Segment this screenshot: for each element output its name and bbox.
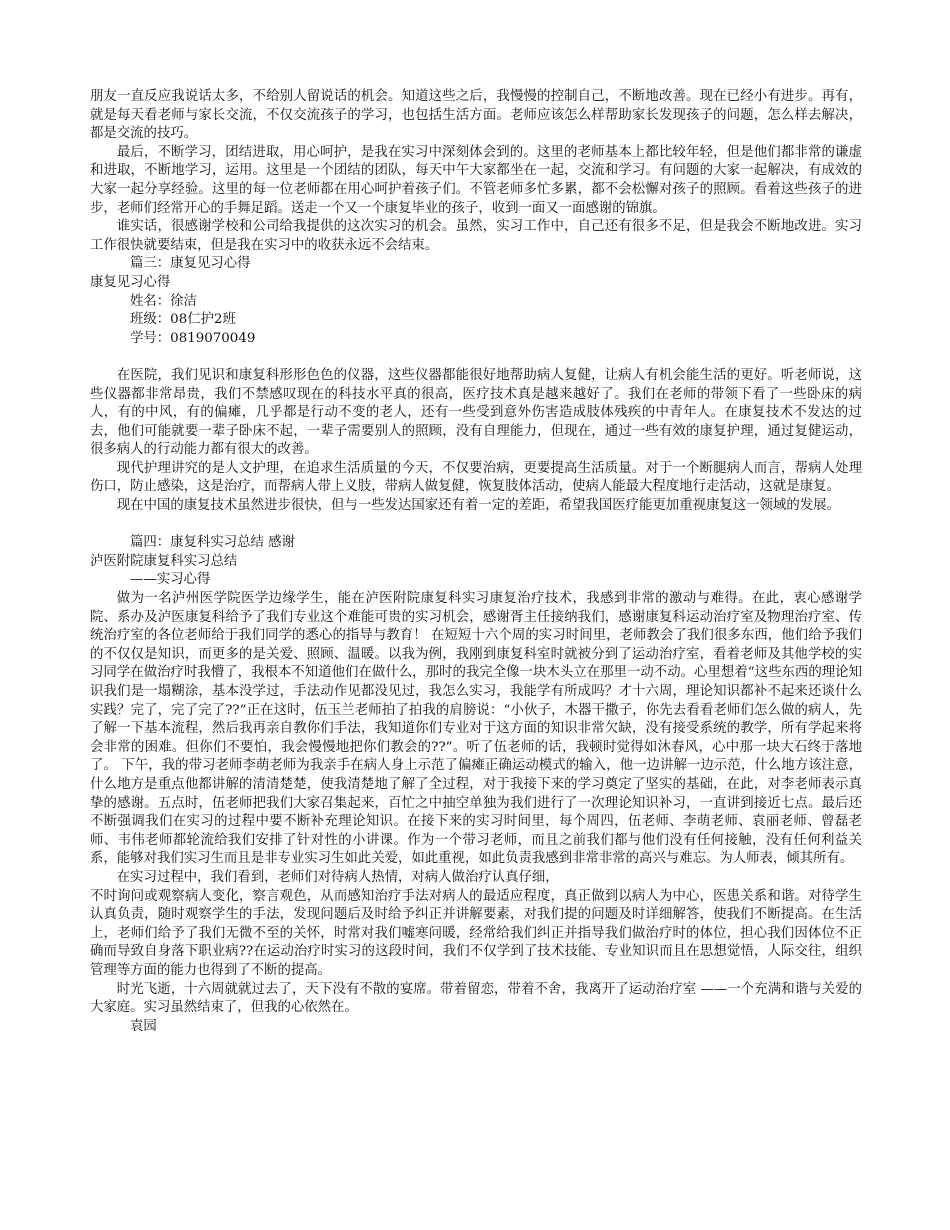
paragraph: 朋友一直反应我说话太多，不给别人留说话的机会。知道这些之后，我慢慢的控制自己，不断地改善。现在已经小有进步。再有，就是每天看老师与家长交流，不仅交流孩子的学习，也包括生活方面。老师应该怎么样帮助家长发现孩子的问题，怎么样去解决，都是交流的技巧。 — [90, 89, 862, 142]
document-page — [90, 88, 862, 1036]
document-title: 康复见习心得 — [90, 274, 171, 290]
section-heading: 篇四：康复科实习总结 感谢 — [130, 535, 295, 551]
paragraph: 做为一名泸州医学院医学边缘学生，能在泸医附院康复科实习康复治疗技术，我感到非常的激动与难得。在此，衷心感谢学院、系办及泸医康复科给予了我们专业这个难能可贵的实习机会，感谢胥主任接纳我们，感谢康复科运动治疗室及物理治疗室、传统治疗室的各位老师给于我们同学的悉心的指导与教育！ 在短短十六个周的实习时间里，老师教会了我们很多东西，他们给予我们的不仅仅是知识，而更多的是关爱、照顾、温暖。以我为例，我刚到康复科室时就被分到了运动治疗室，看着老师及其他学校的实习同学在做治疗时我懵了，我根本不知道他们在做什么，那时的我完全像一块木头立在那里一动不动。心里想着“这些东西的理论知识我们是一塌糊涂，基本没学过，手法动作见都没见过，我怎么实习，我能学有所成吗？才十六周，理论知识都补不起来还谈什么实践？完了，完了完了??”正在这时，伍玉兰老师拍了拍我的肩膀说：“小伙子，木器干撒子，你先去看看老师们怎么做的病人，先了解一下基本流程，然后我再亲自教你们手法，我知道你们专业对于这方面的知识非常欠缺，没有接受系统的教学，所有学起来将会非常的困难。但你们不要怕，我会慢慢地把你们教会的??”。听了伍老师的话，我顿时觉得如沐春风，心中那一块大石终于落地了。 下午，我的带习老师李萌老师为我亲手在病人身上示范了偏瘫正确运动模式的输入，他一边讲解一边示范，什么地方该注意，什么地方是重点他都讲解的清清楚楚，使我清楚地了解了全过程，对于我接下来的学习奠定了坚实的基础，在此，对李老师表示真挚的感谢。五点时，伍老师把我们大家召集起来，百忙之中抽空单独为我们进行了一次理论知识补习，一直讲到接近七点。最后还不断强调我们在实习的过程中要不断补充理论知识。在接下来的实习时间里，每个周四，伍老师、李萌老师、袁丽老师、曾磊老师、韦伟老师都轮流给我们安排了针对性的小讲课。作为一个带习老师，而且之前我们都与他们没有任何接触，没有任何利益关系，能够对我们实习生而且是非专业实习生如此关爱，如此重视，如此负责我感到非常非常的高兴与难忘。为人师表，倾其所有。 — [90, 591, 862, 867]
author-class: 班级：08仁护2班 — [130, 312, 236, 328]
author-student-id: 学号：0819070049 — [130, 330, 256, 346]
paragraph: 现代护理讲究的是人文护理，在追求生活质量的今天，不仅要治病，更要提高生活质量。对于一个断腿病人而言，帮病人处理伤口，防止感染，这是治疗，而帮病人带上义肢，带病人做复健，恢复肢体活动，使病人能最大程度地行走活动，这就是康复。 — [90, 460, 862, 495]
document-subtitle: ——实习心得 — [130, 572, 211, 588]
paragraph: 在实习过程中，我们看到，老师们对待病人热情，对病人做治疗认真仔细， — [116, 869, 559, 885]
paragraph: 现在中国的康复技术虽然进步很快，但与一些发达国家还有着一定的差距，希望我国医疗能更加重视康复这一领域的发展。 — [116, 498, 840, 514]
blank-line — [90, 516, 862, 535]
paragraph: 不时询问或观察病人变化，察言观色，从而感知治疗手法对病人的最适应程度，真正做到以病人为中心，医患关系和谐。对待学生认真负责，随时观察学生的手法，发现问题后及时给予纠正并讲解要素，对我们提的问题及时详细解答，使我们不断提高。在生活上，老师们给予了我们无微不至的关怀，时常对我们嘘寒问暖，经常给我们纠正并指导我们做治疗时的体位，担心我们因体位不正确而导致自身落下职业病??在运动治疗时实习的这段时间，我们不仅学到了技术技能、专业知识而且在思想觉悟，人际交往，组织管理等方面的能力也得到了不断的提高。 — [90, 888, 862, 978]
signature-name: 袁园 — [130, 1018, 157, 1034]
paragraph: 时光飞逝，十六周就就过去了，天下没有不散的宴席。带着留恋，带着不舍，我离开了运动治疗室 ——一个充满和谐与关爱的大家庭。实习虽然结束了，但我的心依然在。 — [90, 981, 862, 1016]
document-title: 泸医附院康复科实习总结 — [90, 553, 238, 569]
blank-line — [90, 348, 862, 367]
paragraph: 最后，不断学习，团结进取，用心呵护，是我在实习中深刻体会到的。这里的老师基本上都比较年轻，但是他们都非常的谦虚和进取，不断地学习，运用。这里是一个团结的团队，每天中午大家都坐在一起，交流和学习。有问题的大家一起解决，有成效的大家一起分享经验。这里的每一位老师都在用心呵护着孩子们。不管老师多忙多累，都不会松懈对孩子的照顾。看着这些孩子的进步，老师们经常开心的手舞足蹈。送走一个又一个康复毕业的孩子，收到一面又一面感谢的锦旗。 — [90, 144, 862, 216]
section-heading: 篇三：康复见习心得 — [130, 256, 251, 272]
paragraph: 在医院，我们见识和康复科形形色色的仪器，这些仪器都能很好地帮助病人复健，让病人有机会能生活的更好。听老师说，这些仪器都非常昂贵，我们不禁感叹现在的科技水平真的很高，医疗技术真是越来越好了。我们在老师的带领下看了一些卧床的病人，有的中风，有的偏瘫，几乎都是行动不变的老人，还有一些受到意外伤害造成肢体残疾的中青年人。在康复技术不发达的过去，他们可能就要一辈子卧床不起，一辈子需要别人的照顾，没有自理能力，但现在，通过一些有效的康复护理，通过复健运动，很多病人的行动能力都有很大的改善。 — [90, 367, 862, 458]
author-name: 姓名：徐洁 — [130, 293, 197, 309]
paragraph: 谁实话，很感谢学校和公司给我提供的这次实习的机会。虽然，实习工作中，自己还有很多不足，但是我会不断地改进。实习工作很快就要结束，但是我在实习中的收获永远不会结束。 — [90, 219, 862, 253]
